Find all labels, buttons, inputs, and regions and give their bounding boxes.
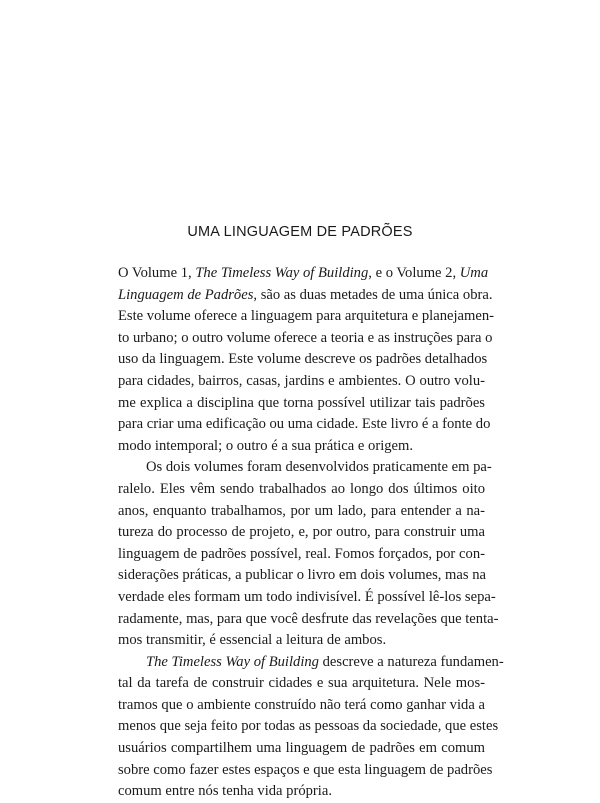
text-segment: usuários compartilhem uma linguagem de padrões em comum [118,740,485,757]
text-line [118,630,485,652]
text-line [118,393,485,415]
text-line [118,652,504,674]
text-segment: to urbano; o outro volume oferece a teoria e as instruções para o [118,329,493,346]
text-segment: tramos que o ambiente construído não terá como ganhar vida a [118,696,485,713]
text-line [118,306,495,328]
text-line [118,501,485,523]
text-segment: O Volume 1, [118,265,196,281]
text-line [118,285,493,307]
text-segment: uso da linguagem. Este volume descreve os padrões detalhados [118,351,488,368]
text-segment: para criar uma edificação ou uma cidade. Este livro é a fonte do [118,416,491,433]
text-line [118,695,485,717]
text-line [118,544,485,566]
text-line [118,760,493,782]
text-segment: tureza do processo de projeto, e, por outro, para construir uma [118,524,485,541]
text-line [118,479,485,501]
text-segment: menos que seja feito por todas as pessoas da sociedade, que estes [118,718,499,735]
text-line [118,328,493,350]
text-line [118,609,499,631]
text-segment: ralelo. Eles vêm sendo trabalhados ao longo dos últimos oito [118,480,485,497]
italic-text-segment: Uma [459,265,489,281]
text-line [118,587,496,609]
text-segment: linguagem de padrões possível, real. Fomos forçados, por con- [118,545,485,562]
text-segment: Este volume oferece a linguagem para arquitetura e planejamen- [118,308,495,325]
text-segment: para cidades, bairros, casas, jardins e ambientes. O outro volu- [118,372,485,389]
text-line [118,263,489,285]
text-segment: , são as duas metades de uma única obra. [253,286,493,303]
text-line [118,371,485,393]
italic-text-segment: The Timeless Way of Building [195,265,369,281]
text-segment: me explica a disciplina que torna possível utilizar tais padrões [118,394,485,411]
text-line [118,522,485,544]
text-segment: , e o Volume 2, [368,265,460,281]
body-text [118,263,504,803]
text-line [118,457,492,479]
text-segment: radamente, mas, para que você desfrute das revelações que tenta- [118,610,499,627]
text-line [118,349,488,371]
text-line [118,673,485,695]
text-segment: sobre como fazer estes espaços e que esta linguagem de padrões [118,761,493,778]
text-segment: verdade eles formam um todo indivisível. É possível lê-los sepa- [118,588,496,605]
text-line [118,716,499,738]
text-segment: descreve a natureza fundamen- [318,653,504,670]
text-segment: comum entre nós tenha vida própria. [118,783,332,800]
text-line [118,738,485,760]
text-line [118,436,485,458]
page-title: UMA LINGUAGEM DE PADRÕES [187,224,413,240]
italic-text-segment: The Timeless Way of Building [146,653,319,670]
text-line [118,565,485,587]
text-segment: modo intemporal; o outro é a sua prática e origem. [118,437,414,454]
text-segment: tal da tarefa de construir cidades e sua arquitetura. Nele mos- [118,675,485,692]
text-segment: Os dois volumes foram desenvolvidos praticamente em pa- [146,459,492,476]
italic-text-segment: Linguagem de Padrões [118,286,254,303]
text-segment: mos transmitir, é essencial a leitura de ambos. [118,632,387,649]
text-line [118,414,491,436]
text-segment: anos, enquanto trabalhamos, por um lado, para entender a na- [118,502,485,519]
text-segment: siderações práticas, a publicar o livro em dois volumes, mas na [118,567,486,584]
